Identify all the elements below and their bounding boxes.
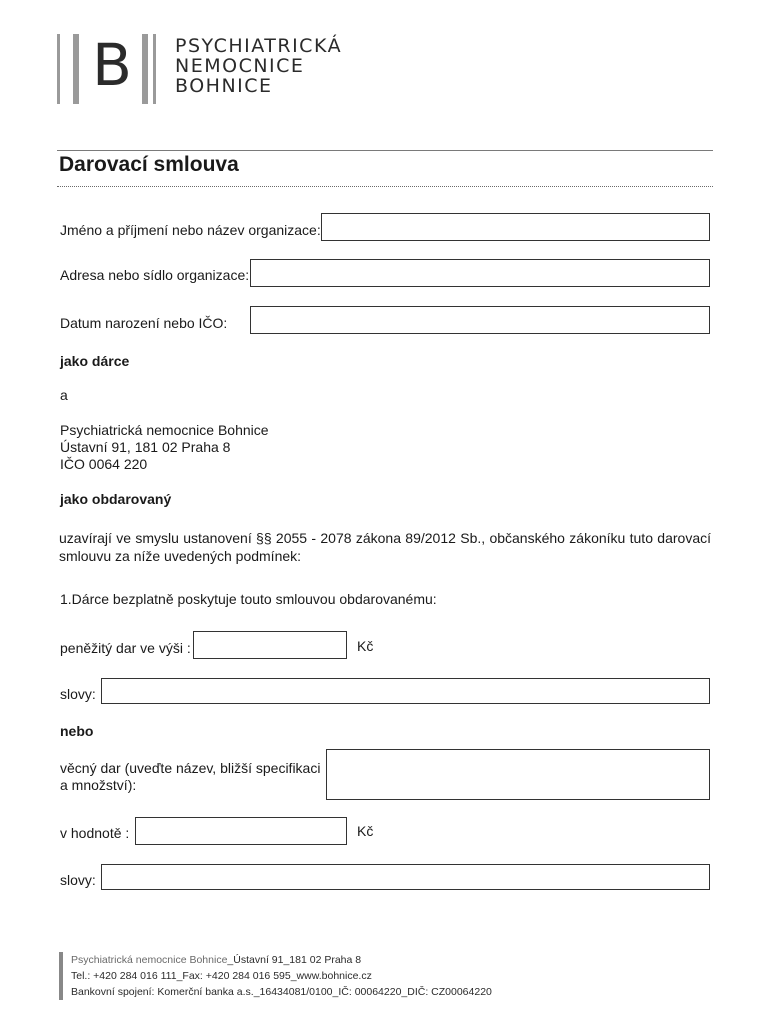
material-gift-words-field[interactable] [101,864,710,890]
footer-address: _Ústavní 91_181 02 Praha 8 [227,954,362,966]
or-label: nebo [60,723,94,739]
logo-name-line-3: BOHNICE [175,75,273,97]
material-gift-label-line-2: a množství): [60,777,137,793]
logo-bar-right-1 [142,34,148,104]
donor-id-field[interactable] [250,306,710,334]
logo-name-line-2: NEMOCNICE [175,55,305,77]
money-gift-label: peněžitý dar ve výši : [60,640,191,656]
recipient-role: jako obdarovaný [60,491,172,507]
logo-letter: B [92,31,132,99]
donor-id-label: Datum narození nebo IČO: [60,315,228,331]
footer-line-3: Bankovní spojení: Komerční banka a.s._16434081/0100_IČ: 00064220_DIČ: CZ00064220 [71,986,492,998]
material-gift-description-field[interactable] [326,749,710,800]
conjunction: a [60,387,68,403]
clause-1: 1.Dárce bezplatně poskytuje touto smlouvou obdarovanému: [60,591,437,607]
donor-address-field[interactable] [250,259,710,287]
footer-bar [59,952,63,1000]
logo-bar-right-2 [153,34,156,104]
logo-bar-left-1 [57,34,60,104]
money-gift-words-field[interactable] [101,678,710,704]
money-gift-currency: Kč [357,638,374,654]
money-gift-words-label: slovy: [60,686,96,702]
donor-role: jako dárce [60,353,130,369]
footer-line-1 [71,952,361,968]
logo-bar-left-2 [73,34,79,104]
donor-address-label: Adresa nebo sídlo organizace: [60,267,250,283]
money-gift-amount-field[interactable] [193,631,347,659]
footer-org: Psychiatrická nemocnice Bohnice [71,954,228,966]
recipient-name: Psychiatrická nemocnice Bohnice [60,422,269,438]
logo-name [175,36,342,96]
recipient-address: Ústavní 91, 181 02 Praha 8 [60,439,231,455]
material-gift-worth-label: v hodnotě : [60,825,130,841]
agreement-text: uzavírají ve smyslu ustanovení §§ 2055 - 2078 zákona 89/2012 Sb., občanského zákoníku tuto darovací smlouvu za níže uvedených podmínek: [59,530,711,564]
title-rule-bottom [57,186,713,187]
donor-name-field[interactable] [321,213,710,241]
material-gift-label-line-1: věcný dar (uveďte název, bližší specifikaci [60,760,321,776]
material-gift-worth-field[interactable] [135,817,347,845]
material-gift-currency: Kč [357,823,374,839]
logo-name-line-1: PSYCHIATRICKÁ [175,35,343,57]
page-title: Darovací smlouva [59,153,239,176]
material-gift-words-label: slovy: [60,872,96,888]
donor-name-label: Jméno a příjmení nebo název organizace: [60,222,321,238]
title-rule-top [57,150,713,151]
recipient-id: IČO 0064 220 [60,456,148,472]
footer-line-2: Tel.: +420 284 016 111_Fax: +420 284 016 595_www.bohnice.cz [71,970,372,982]
